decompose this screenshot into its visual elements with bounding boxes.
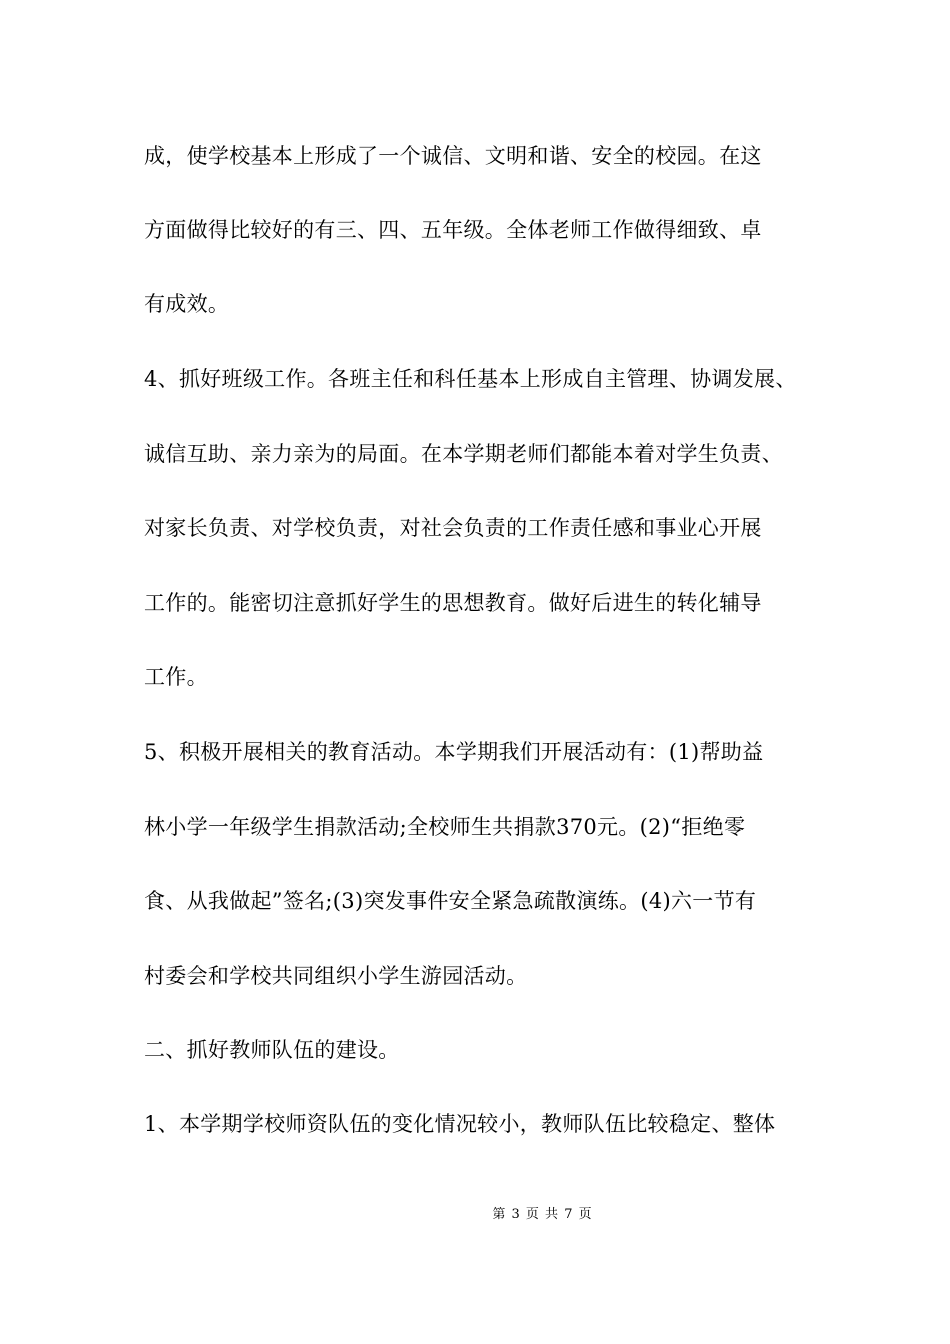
text-line: 村委会和学校共同组织小学生游园活动。	[144, 964, 528, 988]
text-line: 诚信互助、亲力亲为的局面。在本学期老师们都能本着对学生负责、	[144, 442, 783, 466]
text-line: 方面做得比较好的有三、四、五年级。全体老师工作做得细致、卓	[144, 218, 762, 242]
text-line: 4、抓好班级工作。各班主任和科任基本上形成自主管理、协调发展、	[144, 367, 797, 391]
text-line: 1、本学期学校师资队伍的变化情况较小，教师队伍比较稳定、整体	[144, 1112, 776, 1136]
text-line: 成，使学校基本上形成了一个诚信、文明和谐、安全的校园。在这	[144, 144, 762, 168]
text-line: 食、从我做起”签名;(3)突发事件安全紧急疏散演练。(4)六一节有	[144, 889, 757, 913]
text-line: 有成效。	[144, 292, 230, 316]
page-number-footer: 第 3 页 共 7 页	[492, 1207, 593, 1222]
text-line: 工作的。能密切注意抓好学生的思想教育。做好后进生的转化辅导	[144, 591, 762, 615]
text-line: 5、积极开展相关的教育活动。本学期我们开展活动有：(1)帮助益	[144, 740, 764, 764]
text-line: 二、抓好教师队伍的建设。	[144, 1038, 400, 1062]
text-line: 工作。	[144, 665, 208, 689]
text-line: 对家长负责、对学校负责，对社会负责的工作责任感和事业心开展	[144, 516, 762, 540]
text-line: 林小学一年级学生捐款活动;全校师生共捐款370元。(2)“拒绝零	[144, 815, 746, 839]
